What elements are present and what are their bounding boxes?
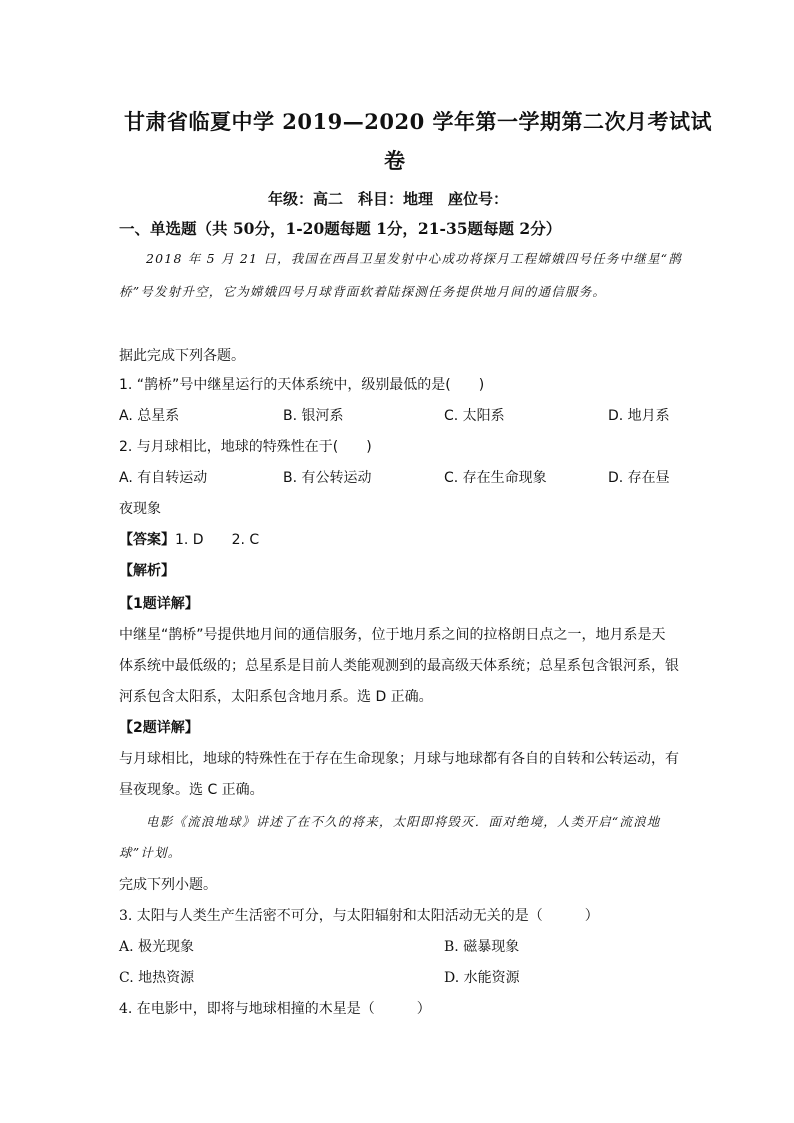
question-3-option-d: D. 水能资源 [444, 970, 520, 986]
answer-line [119, 529, 259, 549]
analysis-label: 【解析】 [119, 563, 175, 579]
question-2-option-c: C. 存在生命现象 [444, 470, 547, 486]
question-1-option-a: A. 总星系 [119, 408, 180, 424]
section-heading: 一、单选题（共 50分，1-20题每题 1分，21-35题每题 2分） [119, 219, 562, 238]
question-3-option-b: B. 磁暴现象 [444, 939, 520, 955]
material-1-line2: 桥”号发射升空，它为嫦娥四号月球背面软着陆探测任务提供地月间的通信服务。 [119, 284, 607, 299]
exam-info-line: 年级：高二 科目：地理 座位号： [268, 190, 509, 208]
question-3-option-a: A. 极光现象 [119, 939, 195, 955]
q2-detail-line2: 昼夜现象。选 C 正确。 [119, 782, 264, 798]
question-1-option-b: B. 银河系 [283, 408, 344, 424]
instruction-2: 完成下列小题。 [119, 877, 217, 893]
question-2-option-d-wrap: 夜现象 [119, 501, 161, 517]
answer-label: 【答案】 [119, 532, 175, 548]
q1-detail-line3: 河系包含太阳系，太阳系包含地月系。选 D 正确。 [119, 689, 433, 705]
answer-1: 1. D [175, 532, 204, 548]
question-2-option-a: A. 有自转运动 [119, 470, 208, 486]
answer-2: 2. C [231, 532, 260, 548]
question-3-option-c: C. 地热资源 [119, 970, 195, 986]
exam-title-line1: 甘肃省临夏中学 2019—2020 学年第一学期第二次月考试试 [124, 109, 713, 134]
material-2-line2: 球”计划。 [119, 845, 182, 860]
question-2-option-b: B. 有公转运动 [283, 470, 372, 486]
q2-detail-line1: 与月球相比，地球的特殊性在于存在生命现象；月球与地球都有各自的自转和公转运动，有 [119, 751, 679, 767]
instruction-1: 据此完成下列各题。 [119, 348, 245, 364]
question-3-stem: 3. 太阳与人类生产生活密不可分，与太阳辐射和太阳活动无关的是（ ） [119, 908, 599, 924]
question-2-option-d: D. 存在昼 [608, 470, 670, 486]
question-1-option-c: C. 太阳系 [444, 408, 505, 424]
material-2-line1: 电影《流浪地球》讲述了在不久的将来，太阳即将毁灭．面对绝境，人类开启“流浪地 [146, 814, 661, 829]
q1-detail-line1: 中继星“鹊桥”号提供地月间的通信服务，位于地月系之间的拉格朗日点之一，地月系是天 [119, 627, 666, 643]
q2-detail-label: 【2题详解】 [119, 720, 199, 736]
question-1-stem: 1. “鹊桥”号中继星运行的天体系统中，级别最低的是( ) [119, 377, 485, 393]
q1-detail-label: 【1题详解】 [119, 596, 199, 612]
exam-title-line2: 卷 [384, 148, 406, 173]
question-1-option-d: D. 地月系 [608, 408, 670, 424]
material-1-line1: 2018 年 5 月 21 日，我国在西昌卫星发射中心成功将探月工程嫦娥四号任务中继星“鹊 [146, 251, 682, 266]
question-2-stem: 2. 与月球相比，地球的特殊性在于( ) [119, 439, 372, 455]
q1-detail-line2: 体系统中最低级的；总星系是目前人类能观测到的最高级天体系统；总星系包含银河系，银 [119, 658, 679, 674]
question-4-stem: 4. 在电影中，即将与地球相撞的木星是（ ） [119, 1001, 431, 1017]
